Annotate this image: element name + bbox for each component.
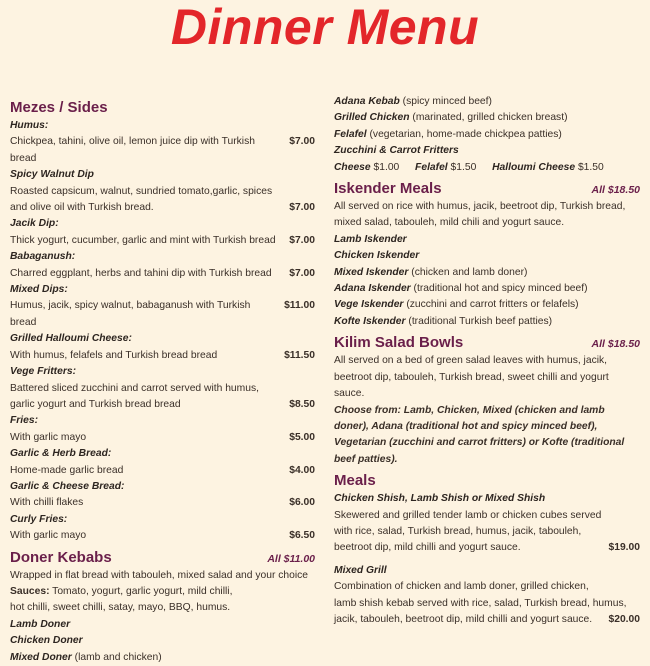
menu-item-desc: Home-made garlic bread xyxy=(10,464,124,476)
right-column xyxy=(334,94,640,628)
kebab-item xyxy=(334,127,640,143)
menu-item-name: Curly Fries: xyxy=(10,513,68,525)
kilim-choices: Choose from: Lamb, Chicken, Mixed (chicken and lamb xyxy=(334,404,605,416)
meals-section-header xyxy=(334,471,640,491)
doner-item-name: Mixed Doner xyxy=(10,651,72,663)
menu-item-row xyxy=(10,528,315,544)
meal-item-desc: jacik, tabouleh, beetroot dip, mild chilli and yogurt sauce. xyxy=(334,613,593,625)
doner-sauces xyxy=(10,584,315,600)
left-column xyxy=(10,95,315,666)
menu-title: Dinner Menu xyxy=(170,0,480,55)
meal-item-desc: Combination of chicken and lamb doner, grilled chicken, xyxy=(334,581,589,593)
iskender-price: All $18.50 xyxy=(591,184,640,197)
menu-item-name: Mixed Dips: xyxy=(10,284,68,296)
menu-item-row xyxy=(10,200,315,216)
menu-item-row xyxy=(10,348,315,364)
iskender-item xyxy=(334,232,640,248)
menu-item-row xyxy=(10,430,315,446)
meal-item-desc: beetroot dip, mild chilli and yogurt sauce. xyxy=(334,542,521,554)
iskender-item-note: (chicken and lamb doner) xyxy=(408,266,528,278)
menu-item-desc: garlic yogurt and Turkish bread bread xyxy=(10,398,181,410)
kebab-item-note: (marinated, grilled chicken breast) xyxy=(409,112,568,124)
kilim-choices: beef patties). xyxy=(334,453,398,465)
menu-item-name: Grilled Halloumi Cheese: xyxy=(10,333,132,345)
iskender-item-name: Lamb Iskender xyxy=(334,233,407,245)
kebab-item-name: Adana Kebab xyxy=(334,96,400,107)
doner-item-name: Chicken Doner xyxy=(10,635,83,647)
kilim-heading: Kilim Salad Bowls xyxy=(334,334,464,352)
menu-item-desc: With garlic mayo xyxy=(10,530,87,542)
menu-item-price: $5.00 xyxy=(289,431,315,443)
kebab-item-note: (spicy minced beef) xyxy=(399,96,492,107)
kebab-item-name: Felafel xyxy=(334,128,367,140)
menu-item-desc: Battered sliced zucchini and carrot served with humus, xyxy=(10,382,259,394)
iskender-item-note: (traditional hot and spicy minced beef) xyxy=(410,283,588,295)
doner-heading: Doner Kebabs xyxy=(10,548,112,566)
doner-item xyxy=(10,617,315,633)
extra-price: $1.50 xyxy=(450,161,477,173)
kebab-item xyxy=(334,94,640,110)
kilim-desc: All served on a bed of green salad leaves with humus, jacik, xyxy=(334,355,608,367)
menu-item-desc: With chilli flakes xyxy=(10,497,84,509)
meal-item-row xyxy=(334,612,640,628)
iskender-item-name: Adana Iskender xyxy=(334,283,411,295)
iskender-item xyxy=(334,297,640,313)
doner-sauces-cont: hot chilli, sweet chilli, satay, mayo, BBQ, humus. xyxy=(10,602,231,614)
menu-item-desc: Humus, jacik, spicy walnut, babaganush with Turkish bread xyxy=(10,300,251,328)
kilim-section-header xyxy=(334,333,640,353)
menu-item-price: $6.50 xyxy=(289,530,315,542)
extra-name: Cheese xyxy=(334,161,371,173)
kilim-choices: Vegetarian (zucchini and carrot fritters) or Kofte (traditional xyxy=(334,437,625,449)
iskender-desc: All served on rice with humus, jacik, beetroot dip, Turkish bread, xyxy=(334,201,626,213)
meal-item-row xyxy=(334,540,640,556)
menu-item-desc: Roasted capsicum, walnut, sundried tomato,garlic, spices xyxy=(10,185,273,197)
sauces-label: Sauces: xyxy=(10,585,50,597)
menu-item-name: Garlic & Cheese Bread: xyxy=(10,480,125,492)
mezes-heading: Mezes / Sides xyxy=(10,99,108,116)
doner-section-header xyxy=(10,548,315,568)
meals-heading: Meals xyxy=(334,472,376,490)
menu-item-price: $7.00 xyxy=(289,234,315,246)
menu-item-price: $6.00 xyxy=(289,497,315,509)
menu-item-price: $7.00 xyxy=(289,202,315,214)
meal-item-desc: with rice, salad, Turkish bread, humus, jacik, tabouleh, xyxy=(334,525,582,537)
menu-item-desc: Chickpea, tahini, olive oil, lemon juice dip with Turkish bread xyxy=(10,136,255,164)
meal-item-desc: Skewered and grilled tender lamb or chicken cubes served xyxy=(334,509,602,521)
menu-item-row xyxy=(10,298,315,331)
iskender-item-note: (traditional Turkish beef patties) xyxy=(405,315,553,327)
menu-item-price: $11.00 xyxy=(284,300,315,312)
doner-item xyxy=(10,650,315,666)
menu-item-price: $7.00 xyxy=(289,267,315,279)
menu-item-desc: With humus, felafels and Turkish bread bread xyxy=(10,349,218,361)
extras-row xyxy=(334,160,640,176)
kebab-item xyxy=(334,110,640,126)
menu-item-desc: and olive oil with Turkish bread. xyxy=(10,202,154,214)
iskender-item-name: Kofte Iskender xyxy=(334,315,406,327)
menu-item-row xyxy=(10,495,315,511)
iskender-section-header xyxy=(334,179,640,199)
extra-name: Felafel xyxy=(415,161,448,173)
menu-item-name: Vege Fritters: xyxy=(10,366,76,378)
menu-item-price: $11.50 xyxy=(284,349,315,361)
kilim-choices: doner), Adana (traditional hot and spicy minced beef), xyxy=(334,420,598,432)
iskender-desc: mixed salad, tabouleh, mild chili and yogurt sauce. xyxy=(334,217,565,229)
doner-desc: Wrapped in flat bread with tabouleh, mixed salad and your choice xyxy=(10,569,309,581)
iskender-item-name: Mixed Iskender xyxy=(334,266,409,278)
kilim-price: All $18.50 xyxy=(591,338,640,351)
menu-item-row xyxy=(10,266,315,282)
menu-item-name: Spicy Walnut Dip xyxy=(10,169,94,181)
iskender-item-name: Vege Iskender xyxy=(334,299,404,311)
meal-item-price: $19.00 xyxy=(608,542,640,554)
menu-item-row xyxy=(10,134,315,167)
meal-item-name: Mixed Grill xyxy=(334,564,387,576)
kebab-item-name: Zucchini & Carrot Fritters xyxy=(334,145,459,157)
iskender-item xyxy=(334,265,640,281)
menu-item-row xyxy=(10,463,315,479)
iskender-item-note: (zucchini and carrot fritters or felafels) xyxy=(403,299,579,311)
doner-price: All $11.00 xyxy=(267,552,315,565)
menu-item-price: $8.50 xyxy=(289,398,315,410)
menu-item-row xyxy=(10,397,315,413)
mezes-section-header xyxy=(10,98,315,118)
menu-item-price: $7.00 xyxy=(289,136,315,148)
menu-item-name: Babaganush: xyxy=(10,251,76,263)
menu-item-row xyxy=(10,233,315,249)
kebab-item xyxy=(334,143,640,159)
extra-price: $1.50 xyxy=(577,161,604,173)
iskender-item-name: Chicken Iskender xyxy=(334,250,420,262)
doner-item-name: Lamb Doner xyxy=(10,618,71,630)
meal-item-name: Chicken Shish, Lamb Shish or Mixed Shish xyxy=(334,493,546,505)
kebab-item-name: Grilled Chicken xyxy=(334,112,410,124)
doner-item xyxy=(10,633,315,649)
menu-item-price: $4.00 xyxy=(289,464,315,476)
menu-item-name: Garlic & Herb Bread: xyxy=(10,448,112,460)
meal-item-price: $20.00 xyxy=(608,613,640,625)
kilim-desc: beetroot dip, tabouleh, Turkish bread, sweet chilli and yogurt sauce. xyxy=(334,371,609,400)
extra-name: Halloumi Cheese xyxy=(492,161,576,173)
iskender-item xyxy=(334,314,640,330)
menu-item-desc: Thick yogurt, cucumber, garlic and mint with Turkish bread xyxy=(10,234,276,246)
menu-item-name: Fries: xyxy=(10,415,39,427)
extra-price: $1.00 xyxy=(373,161,400,173)
sauces-list: Tomato, yogurt, garlic yogurt, mild chilli, xyxy=(49,585,233,597)
meal-item-desc: lamb shish kebab served with rice, salad, Turkish bread, humus, xyxy=(334,597,627,609)
menu-item-desc: Charred eggplant, herbs and tahini dip with Turkish bread xyxy=(10,267,272,279)
doner-item-note: (lamb and chicken) xyxy=(71,651,162,663)
iskender-item xyxy=(334,281,640,297)
menu-item-name: Humus: xyxy=(10,120,49,131)
kebab-item-note: (vegetarian, home-made chickpea patties) xyxy=(366,128,562,140)
iskender-item xyxy=(334,248,640,264)
iskender-heading: Iskender Meals xyxy=(334,180,442,198)
menu-item-desc: With garlic mayo xyxy=(10,431,87,443)
menu-item-name: Jacik Dip: xyxy=(10,218,59,230)
